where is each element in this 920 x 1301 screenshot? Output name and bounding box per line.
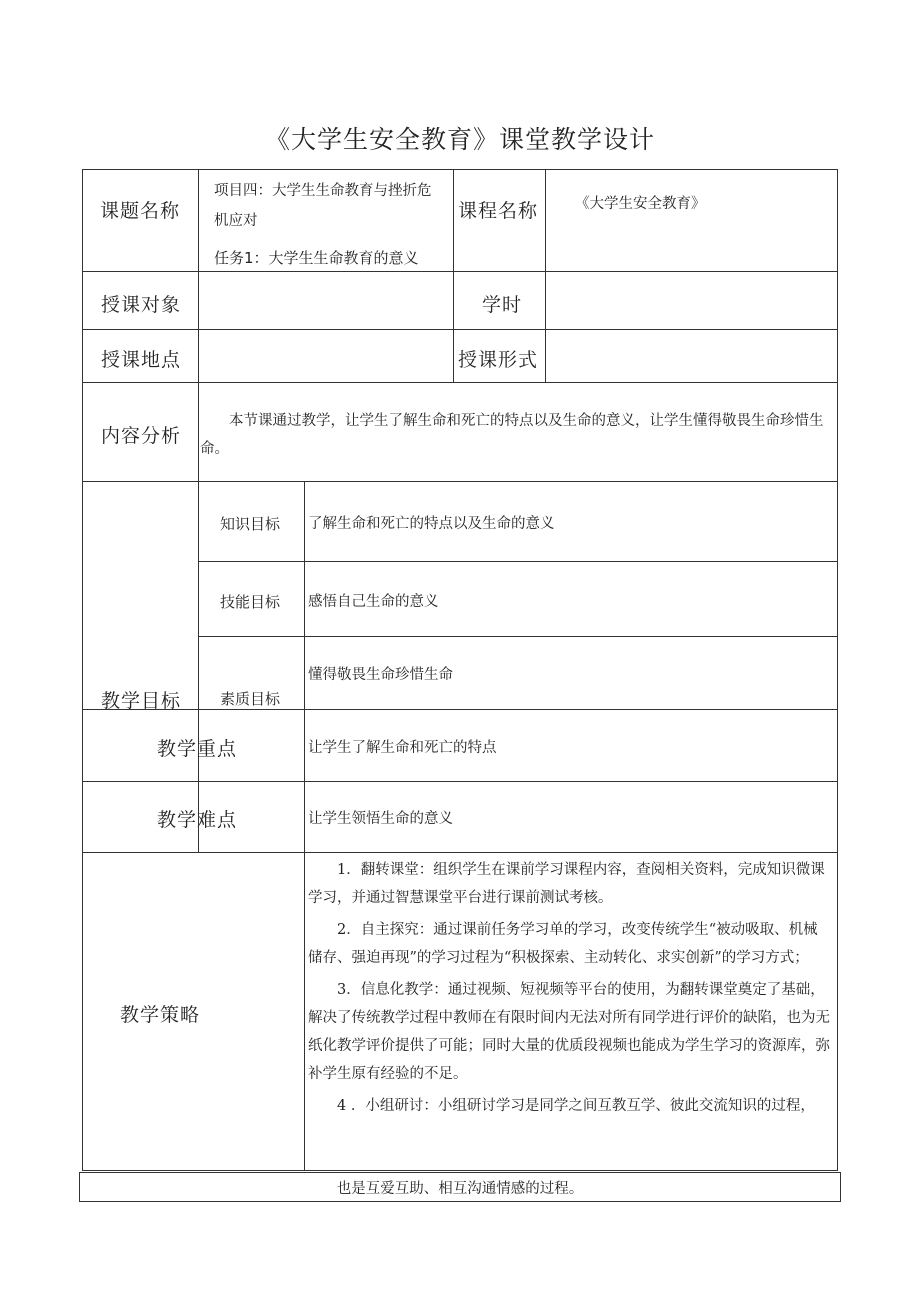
key-text: 让学生了解生命和死亡的特点 <box>308 740 497 756</box>
strategy-label: 教学策略 <box>120 1004 201 1026</box>
location-label: 授课地点 <box>101 349 182 371</box>
quality-goal-text: 懂得敬畏生命珍惜生命 <box>308 667 453 683</box>
topic-project: 项目四：大学生生命教育与挫折危机应对 <box>214 183 432 229</box>
course-value: 《大学生安全教育》 <box>575 196 706 212</box>
topic-task: 任务1：大学生生命教育的意义 <box>214 249 419 267</box>
topic-label: 课题名称 <box>100 200 181 222</box>
strategy-item-2: 2．自主探究：通过课前任务学习单的学习，改变传统学生“被动吸取、机械储存、强迫再现”的学习过程为“积极探索、主动转化、求实创新”的学习方式； <box>308 922 818 966</box>
skill-goal-text: 感悟自己生命的意义 <box>308 594 439 610</box>
skill-goal-label: 技能目标 <box>220 593 281 611</box>
quality-goal-label: 素质目标 <box>220 690 281 708</box>
form-label: 授课形式 <box>458 349 539 371</box>
strategy-content <box>308 856 832 1169</box>
knowledge-goal-text: 了解生命和死亡的特点以及生命的意义 <box>308 516 555 532</box>
content-label: 内容分析 <box>101 425 182 447</box>
difficulty-text: 让学生领悟生命的意义 <box>308 811 453 827</box>
hours-label: 学时 <box>482 294 523 316</box>
strategy-continuation: 也是互爱互助、相互沟通情感的过程。 <box>336 1181 584 1197</box>
audience-label: 授课对象 <box>101 294 182 316</box>
goals-label: 教学目标 <box>101 690 182 712</box>
strategy-item-3: 3．信息化教学：通过视频、短视频等平台的使用，为翻转课堂奠定了基础，解决了传统教学过程中教师在有限时间内无法对所有同学进行评价的缺陷，也为无纸化教学评价提供了可能；同时大量的优质段视频也能成为学生学习的资源库，弥补学生原有经验的不足。 <box>308 982 830 1082</box>
knowledge-goal-label: 知识目标 <box>220 515 281 533</box>
key-label: 教学重点 <box>157 738 238 760</box>
strategy-item-4: 4 ．小组研讨：小组研讨学习是同学之间互教互学、彼此交流知识的过程， <box>337 1098 815 1114</box>
content-text <box>200 407 832 463</box>
difficulty-label: 教学难点 <box>157 809 238 831</box>
strategy-item-1: 1．翻转课堂：组织学生在课前学习课程内容，查阅相关资料，完成知识微课学习，并通过智慧课堂平台进行课前测试考核。 <box>308 862 825 906</box>
content-paragraph: 本节课通过教学，让学生了解生命和死亡的特点以及生命的意义，让学生懂得敬畏生命珍惜生命。 <box>200 413 824 457</box>
course-label: 课程名称 <box>458 200 539 222</box>
document-title: 《大学生安全教育》课堂教学设计 <box>264 125 655 154</box>
